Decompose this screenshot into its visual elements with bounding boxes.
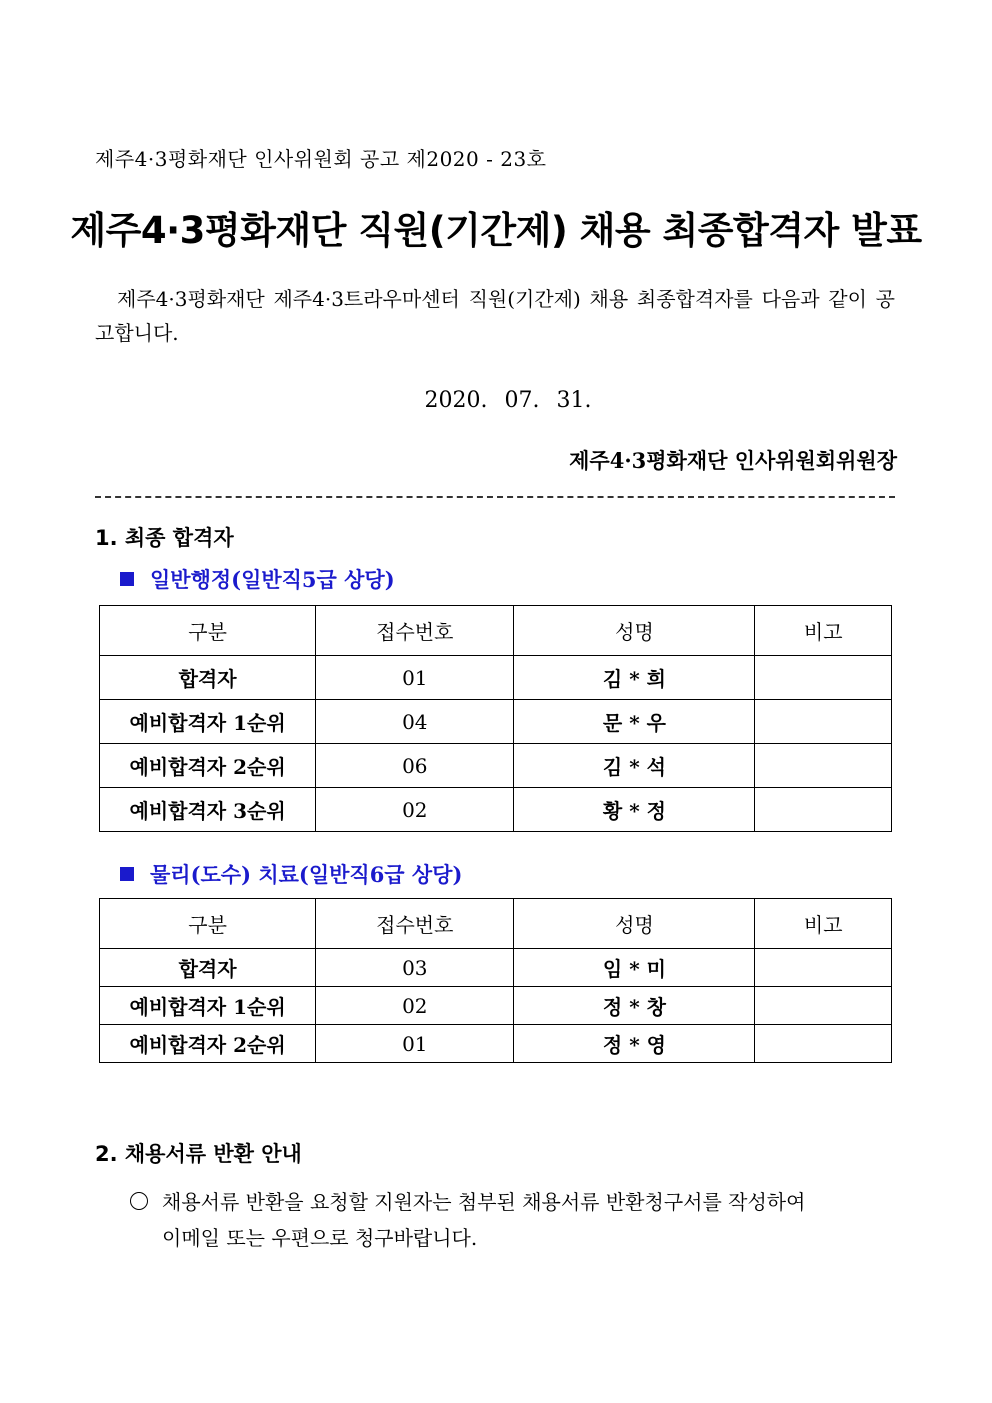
col-header-category: 구분 (100, 606, 316, 656)
results-table-admin (99, 605, 892, 832)
cell-name: 김 * 석 (514, 744, 755, 788)
cell-category: 예비합격자 2순위 (100, 744, 316, 788)
table-row (100, 788, 892, 832)
return-notice-text1: 채용서류 반환을 요청할 지원자는 첨부된 채용서류 반환청구서를 작성하여 (162, 1190, 806, 1214)
cell-name: 정 * 창 (514, 987, 755, 1025)
signer: 제주4·3평화재단 인사위원회위원장 (569, 448, 897, 473)
cell-remarks (755, 949, 892, 987)
cell-category: 합격자 (100, 656, 316, 700)
cell-receipt-no: 02 (316, 788, 514, 832)
cell-receipt-no: 01 (316, 1025, 514, 1063)
col-header-category: 구분 (100, 899, 316, 949)
cell-remarks (755, 987, 892, 1025)
cell-receipt-no: 03 (316, 949, 514, 987)
table-header-row (100, 606, 892, 656)
cell-receipt-no: 04 (316, 700, 514, 744)
page-title: 제주4·3평화재단 직원(기간제) 채용 최종합격자 발표 (70, 209, 922, 252)
group1-label (120, 564, 395, 594)
intro-paragraph: 제주4·3평화재단 제주4·3트라우마센터 직원(기간제) 채용 최종합격자를 다음과 같이 공고합니다. (95, 287, 895, 345)
col-header-remarks: 비고 (755, 606, 892, 656)
section2-heading: 2. 채용서류 반환 안내 (95, 1142, 302, 1166)
notice-number: 제주4·3평화재단 인사위원회 공고 제2020 - 23호 (95, 147, 547, 171)
announcement-date: 2020. 07. 31. (424, 388, 592, 413)
table-row (100, 1025, 892, 1063)
table-row (100, 656, 892, 700)
return-notice-line2: 이메일 또는 우편으로 청구바랍니다. (162, 1226, 478, 1250)
cell-remarks (755, 1025, 892, 1063)
dashed-divider (95, 496, 895, 498)
cell-category: 예비합격자 1순위 (100, 987, 316, 1025)
table-row (100, 987, 892, 1025)
table-row (100, 949, 892, 987)
cell-receipt-no: 02 (316, 987, 514, 1025)
square-bullet-icon (120, 572, 134, 586)
cell-remarks (755, 744, 892, 788)
cell-name: 임 * 미 (514, 949, 755, 987)
table-row (100, 744, 892, 788)
results-table-therapy (99, 898, 892, 1063)
cell-remarks (755, 656, 892, 700)
section1-heading: 1. 최종 합격자 (95, 526, 234, 550)
cell-receipt-no: 01 (316, 656, 514, 700)
cell-name: 정 * 영 (514, 1025, 755, 1063)
col-header-name: 성명 (514, 606, 755, 656)
col-header-receipt-no: 접수번호 (316, 899, 514, 949)
return-notice-line1 (130, 1184, 895, 1220)
cell-name: 김 * 희 (514, 656, 755, 700)
cell-category: 예비합격자 1순위 (100, 700, 316, 744)
cell-remarks (755, 788, 892, 832)
group2-label (120, 859, 462, 889)
cell-category: 합격자 (100, 949, 316, 987)
table-row (100, 700, 892, 744)
cell-category: 예비합격자 3순위 (100, 788, 316, 832)
col-header-receipt-no: 접수번호 (316, 606, 514, 656)
circle-bullet-icon (130, 1192, 148, 1210)
cell-receipt-no: 06 (316, 744, 514, 788)
group2-label-text: 물리(도수) 치료(일반직6급 상당) (150, 862, 463, 887)
cell-name: 황 * 정 (514, 788, 755, 832)
cell-remarks (755, 700, 892, 744)
square-bullet-icon (120, 867, 134, 881)
col-header-name: 성명 (514, 899, 755, 949)
table-header-row (100, 899, 892, 949)
col-header-remarks: 비고 (755, 899, 892, 949)
group1-label-text: 일반행정(일반직5급 상당) (150, 567, 395, 592)
return-notice (130, 1184, 895, 1256)
cell-category: 예비합격자 2순위 (100, 1025, 316, 1063)
cell-name: 문 * 우 (514, 700, 755, 744)
